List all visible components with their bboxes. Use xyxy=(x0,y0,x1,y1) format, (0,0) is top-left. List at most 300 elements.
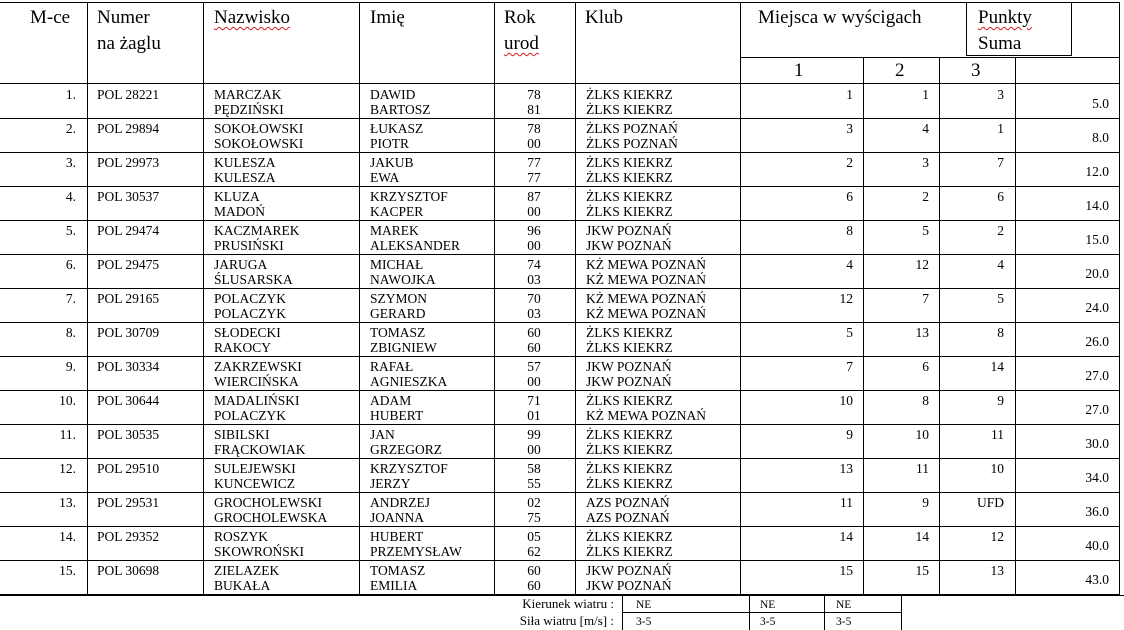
header-sail-number-line1: Numer xyxy=(97,7,150,28)
column-rule xyxy=(1015,526,1016,561)
row-race-1: 13 xyxy=(839,461,853,476)
row-first-name-2: GERARD xyxy=(370,306,426,321)
row-first-name-2: JERZY xyxy=(370,476,411,491)
column-rule xyxy=(1015,356,1016,391)
row-birth-year-2: 75 xyxy=(527,510,541,525)
footer-mid-rule xyxy=(622,612,902,613)
row-sail-number: POL 29475 xyxy=(97,257,160,272)
row-birth-year-2: 00 xyxy=(527,442,541,457)
row-sail-number: POL 30334 xyxy=(97,359,160,374)
row-surname-1: JARUGA xyxy=(214,257,268,272)
race-divider-3-points xyxy=(1015,57,1016,84)
column-rule xyxy=(575,492,576,527)
column-rule xyxy=(87,390,88,425)
column-rule xyxy=(359,424,360,459)
column-rule xyxy=(359,458,360,493)
column-rule xyxy=(494,152,495,187)
column-rule xyxy=(1015,152,1016,187)
row-first-name-1: TOMASZ xyxy=(370,563,426,578)
footer-divider-c xyxy=(824,595,825,630)
row-club-1: ŻLKS POZNAŃ xyxy=(586,121,678,136)
row-race-3: 3 xyxy=(997,87,1004,102)
row-rule xyxy=(0,220,1120,221)
column-rule xyxy=(863,254,864,289)
row-club-1: ŻLKS KIEKRZ xyxy=(586,87,673,102)
column-rule xyxy=(87,84,88,119)
table-row xyxy=(0,256,1124,290)
column-rule xyxy=(203,84,204,119)
column-rule xyxy=(87,152,88,187)
column-rule xyxy=(740,220,741,255)
row-surname-2: KULESZA xyxy=(214,170,276,185)
column-rule xyxy=(359,560,360,595)
column-rule xyxy=(203,322,204,357)
row-sail-number: POL 30698 xyxy=(97,563,160,578)
column-rule xyxy=(575,152,576,187)
column-rule xyxy=(87,356,88,391)
row-birth-year-1: 99 xyxy=(527,427,541,442)
column-rule xyxy=(1119,390,1120,425)
row-place: 2. xyxy=(65,121,76,136)
column-rule xyxy=(359,492,360,527)
row-surname-2: ŚLUSARSKA xyxy=(214,272,293,287)
header-birth-year-line1: Rok xyxy=(504,7,536,28)
row-surname-2: MADOŃ xyxy=(214,204,266,219)
row-rule xyxy=(0,118,1120,119)
column-rule xyxy=(359,220,360,255)
column-rule xyxy=(863,84,864,119)
row-rule xyxy=(0,390,1120,391)
row-first-name-1: RAFAŁ xyxy=(370,359,414,374)
row-first-name-1: MICHAŁ xyxy=(370,257,424,272)
row-place: 13. xyxy=(59,495,76,510)
row-surname-1: KACZMAREK xyxy=(214,223,300,238)
row-race-3: 12 xyxy=(990,529,1004,544)
row-club-2: ŻLKS KIEKRZ xyxy=(586,544,673,559)
column-rule xyxy=(575,186,576,221)
table-row xyxy=(0,392,1124,426)
row-race-1: 3 xyxy=(846,121,853,136)
header-bottom-rule xyxy=(0,83,1120,84)
column-rule xyxy=(863,152,864,187)
row-race-1: 11 xyxy=(840,495,853,510)
row-birth-year-1: 58 xyxy=(527,461,541,476)
wind-speed-race-1: 3-5 xyxy=(636,616,652,628)
row-race-2: 14 xyxy=(915,529,929,544)
row-race-3: 1 xyxy=(997,121,1004,136)
column-rule xyxy=(359,288,360,323)
row-race-1: 2 xyxy=(846,155,853,170)
row-birth-year-2: 00 xyxy=(527,204,541,219)
column-rule xyxy=(494,288,495,323)
column-rule xyxy=(1119,526,1120,561)
row-race-2: 8 xyxy=(922,393,929,408)
row-points-total: 40.0 xyxy=(1085,538,1109,553)
column-rule xyxy=(1119,288,1120,323)
row-surname-2: BUKAŁA xyxy=(214,578,271,593)
row-race-1: 5 xyxy=(846,325,853,340)
row-birth-year-2: 00 xyxy=(527,374,541,389)
row-race-3: 10 xyxy=(990,461,1004,476)
header-place: M-ce xyxy=(30,7,71,28)
row-birth-year-2: 03 xyxy=(527,306,541,321)
row-race-1: 8 xyxy=(846,223,853,238)
column-rule xyxy=(939,118,940,153)
column-rule xyxy=(1015,458,1016,493)
row-club-2: ŻLKS POZNAŃ xyxy=(586,136,678,151)
row-birth-year-1: 60 xyxy=(527,325,541,340)
row-surname-1: SULEJEWSKI xyxy=(214,461,296,476)
row-rule xyxy=(0,492,1120,493)
column-rule xyxy=(203,458,204,493)
row-birth-year-2: 00 xyxy=(527,136,541,151)
wind-direction-race-3: NE xyxy=(836,599,852,611)
column-rule xyxy=(203,526,204,561)
points-box-left xyxy=(966,2,967,56)
column-rule xyxy=(494,390,495,425)
row-sail-number: POL 28221 xyxy=(97,87,160,102)
races-subheader-rule xyxy=(740,57,1120,58)
row-points-total: 14.0 xyxy=(1085,198,1109,213)
row-birth-year-1: 78 xyxy=(527,121,541,136)
row-birth-year-1: 60 xyxy=(527,563,541,578)
row-first-name-1: JAN xyxy=(370,427,395,442)
column-rule xyxy=(494,458,495,493)
row-club-1: ŻLKS KIEKRZ xyxy=(586,325,673,340)
row-birth-year-1: 57 xyxy=(527,359,541,374)
column-rule xyxy=(203,390,204,425)
row-points-total: 30.0 xyxy=(1085,436,1109,451)
row-club-1: JKW POZNAŃ xyxy=(586,223,672,238)
row-club-1: ŻLKS KIEKRZ xyxy=(586,393,673,408)
row-birth-year-2: 55 xyxy=(527,476,541,491)
column-rule xyxy=(87,492,88,527)
column-rule xyxy=(939,288,940,323)
row-surname-2: PĘDZIŃSKI xyxy=(214,102,284,117)
row-first-name-2: BARTOSZ xyxy=(370,102,431,117)
row-points-total: 5.0 xyxy=(1092,96,1109,111)
column-rule xyxy=(494,220,495,255)
column-rule xyxy=(494,560,495,595)
column-rule xyxy=(87,322,88,357)
column-rule xyxy=(1015,254,1016,289)
row-sail-number: POL 29531 xyxy=(97,495,160,510)
row-race-2: 13 xyxy=(915,325,929,340)
race-divider-1-2 xyxy=(863,57,864,84)
column-rule xyxy=(203,356,204,391)
header-first-name: Imię xyxy=(370,7,405,28)
row-race-1: 1 xyxy=(846,87,853,102)
header-sail-number xyxy=(97,5,161,57)
column-rule xyxy=(740,288,741,323)
row-sail-number: POL 29165 xyxy=(97,291,160,306)
row-race-2: 7 xyxy=(922,291,929,306)
column-rule xyxy=(494,492,495,527)
row-place: 12. xyxy=(59,461,76,476)
row-first-name-2: GRZEGORZ xyxy=(370,442,442,457)
row-club-1: ŻLKS KIEKRZ xyxy=(586,427,673,442)
column-rule xyxy=(740,560,741,595)
column-rule xyxy=(575,390,576,425)
row-race-2: 15 xyxy=(915,563,929,578)
column-rule xyxy=(203,220,204,255)
column-rule xyxy=(1119,118,1120,153)
points-box-bottom xyxy=(966,55,1072,56)
row-club-1: AZS POZNAŃ xyxy=(586,495,670,510)
row-surname-2: WIERCIŃSKA xyxy=(214,374,299,389)
col-divider-sail xyxy=(87,2,88,84)
race-divider-2-3 xyxy=(939,57,940,84)
row-place: 3. xyxy=(65,155,76,170)
row-club-2: ŻLKS KIEKRZ xyxy=(586,476,673,491)
row-surname-1: ROSZYK xyxy=(214,529,269,544)
column-rule xyxy=(1119,152,1120,187)
row-first-name-2: AGNIESZKA xyxy=(370,374,448,389)
row-birth-year-2: 60 xyxy=(527,340,541,355)
row-race-2: 11 xyxy=(916,461,929,476)
row-race-3: 9 xyxy=(997,393,1004,408)
row-club-1: ŻLKS KIEKRZ xyxy=(586,461,673,476)
column-rule xyxy=(87,526,88,561)
row-points-total: 12.0 xyxy=(1085,164,1109,179)
header-points-line2: Suma xyxy=(978,33,1022,54)
column-rule xyxy=(863,186,864,221)
column-rule xyxy=(87,288,88,323)
row-place: 14. xyxy=(59,529,76,544)
row-surname-1: KULESZA xyxy=(214,155,276,170)
row-club-2: ŻLKS KIEKRZ xyxy=(586,442,673,457)
row-club-1: ŻLKS KIEKRZ xyxy=(586,189,673,204)
row-place: 9. xyxy=(65,359,76,374)
row-race-1: 4 xyxy=(846,257,853,272)
column-rule xyxy=(1015,492,1016,527)
row-club-2: AZS POZNAŃ xyxy=(586,510,670,525)
row-first-name-2: EMILIA xyxy=(370,578,418,593)
row-surname-1: ZAKRZEWSKI xyxy=(214,359,302,374)
wind-speed-race-2: 3-5 xyxy=(760,616,776,628)
table-row xyxy=(0,222,1124,256)
row-surname-2: GROCHOLEWSKA xyxy=(214,510,328,525)
column-rule xyxy=(939,186,940,221)
table-row xyxy=(0,324,1124,358)
row-first-name-1: DAWID xyxy=(370,87,416,102)
row-place: 7. xyxy=(65,291,76,306)
column-rule xyxy=(203,424,204,459)
row-surname-1: SŁODECKI xyxy=(214,325,281,340)
column-rule xyxy=(359,322,360,357)
column-rule xyxy=(575,526,576,561)
column-rule xyxy=(1119,560,1120,595)
row-surname-2: RAKOCY xyxy=(214,340,272,355)
wind-direction-race-2: NE xyxy=(760,599,776,611)
row-club-1: ŻLKS KIEKRZ xyxy=(586,155,673,170)
column-rule xyxy=(87,458,88,493)
row-rule xyxy=(0,152,1120,153)
column-rule xyxy=(1015,118,1016,153)
column-rule xyxy=(359,152,360,187)
wind-speed-race-3: 3-5 xyxy=(836,616,852,628)
row-place: 6. xyxy=(65,257,76,272)
column-rule xyxy=(1015,186,1016,221)
column-rule xyxy=(1119,458,1120,493)
column-rule xyxy=(740,390,741,425)
row-sail-number: POL 29510 xyxy=(97,461,160,476)
row-birth-year-1: 05 xyxy=(527,529,541,544)
column-rule xyxy=(863,458,864,493)
row-first-name-2: NAWOJKA xyxy=(370,272,436,287)
table-row xyxy=(0,426,1124,460)
row-race-3: 13 xyxy=(990,563,1004,578)
column-rule xyxy=(939,560,940,595)
column-rule xyxy=(939,152,940,187)
row-race-2: 3 xyxy=(922,155,929,170)
column-rule xyxy=(1119,254,1120,289)
row-first-name-1: KRZYSZTOF xyxy=(370,461,448,476)
row-sail-number: POL 30535 xyxy=(97,427,160,442)
row-surname-2: POLACZYK xyxy=(214,306,287,321)
column-rule xyxy=(494,118,495,153)
row-race-3: 7 xyxy=(997,155,1004,170)
row-race-1: 9 xyxy=(846,427,853,442)
row-race-2: 5 xyxy=(922,223,929,238)
row-first-name-2: PRZEMYSŁAW xyxy=(370,544,462,559)
header-top-rule xyxy=(0,2,1120,3)
row-rule xyxy=(0,288,1120,289)
column-rule xyxy=(1119,492,1120,527)
footer-divider-a xyxy=(622,595,623,630)
column-rule xyxy=(494,84,495,119)
row-first-name-1: JAKUB xyxy=(370,155,414,170)
column-rule xyxy=(575,84,576,119)
row-surname-2: KUNCEWICZ xyxy=(214,476,295,491)
column-rule xyxy=(575,288,576,323)
row-club-2: JKW POZNAŃ xyxy=(586,238,672,253)
row-club-2: KŻ MEWA POZNAŃ xyxy=(586,408,706,423)
row-club-1: KŻ MEWA POZNAŃ xyxy=(586,291,706,306)
column-rule xyxy=(939,492,940,527)
row-first-name-1: HUBERT xyxy=(370,529,424,544)
row-first-name-1: KRZYSZTOF xyxy=(370,189,448,204)
table-row xyxy=(0,528,1124,562)
row-sail-number: POL 29352 xyxy=(97,529,160,544)
row-race-3: 2 xyxy=(997,223,1004,238)
col-divider-year xyxy=(494,2,495,84)
row-birth-year-1: 71 xyxy=(527,393,541,408)
column-rule xyxy=(494,526,495,561)
column-rule xyxy=(359,526,360,561)
row-club-1: JKW POZNAŃ xyxy=(586,359,672,374)
row-birth-year-1: 78 xyxy=(527,87,541,102)
column-rule xyxy=(740,424,741,459)
table-row xyxy=(0,188,1124,222)
column-rule xyxy=(1119,424,1120,459)
column-rule xyxy=(494,186,495,221)
row-rule xyxy=(0,322,1120,323)
row-race-3: UFD xyxy=(976,495,1004,510)
row-club-2: KŻ MEWA POZNAŃ xyxy=(586,272,706,287)
table-row xyxy=(0,86,1124,120)
column-rule xyxy=(863,220,864,255)
table-row xyxy=(0,154,1124,188)
row-place: 4. xyxy=(65,189,76,204)
column-rule xyxy=(863,356,864,391)
wind-direction-label: Kierunek wiatru : xyxy=(522,596,614,611)
row-points-total: 8.0 xyxy=(1092,130,1109,145)
row-birth-year-1: 87 xyxy=(527,189,541,204)
row-race-2: 9 xyxy=(922,495,929,510)
row-race-1: 6 xyxy=(846,189,853,204)
column-rule xyxy=(863,322,864,357)
row-points-total: 24.0 xyxy=(1085,300,1109,315)
row-race-1: 7 xyxy=(846,359,853,374)
column-rule xyxy=(863,492,864,527)
row-birth-year-1: 96 xyxy=(527,223,541,238)
row-first-name-2: EWA xyxy=(370,170,400,185)
row-rule xyxy=(0,356,1120,357)
row-sail-number: POL 30709 xyxy=(97,325,160,340)
column-rule xyxy=(575,220,576,255)
header-points xyxy=(978,5,1032,57)
column-rule xyxy=(939,322,940,357)
column-rule xyxy=(87,424,88,459)
column-rule xyxy=(1119,220,1120,255)
footer-divider-d xyxy=(901,595,902,630)
column-rule xyxy=(359,390,360,425)
row-first-name-2: ZBIGNIEW xyxy=(370,340,437,355)
table-row xyxy=(0,494,1124,528)
column-rule xyxy=(863,288,864,323)
column-rule xyxy=(1015,424,1016,459)
row-birth-year-2: 03 xyxy=(527,272,541,287)
row-place: 15. xyxy=(59,563,76,578)
header-race-3: 3 xyxy=(971,60,981,81)
row-race-3: 11 xyxy=(991,427,1004,442)
table-row xyxy=(0,562,1124,596)
row-first-name-1: ŁUKASZ xyxy=(370,121,424,136)
column-rule xyxy=(575,322,576,357)
column-rule xyxy=(575,458,576,493)
header-race-2: 2 xyxy=(895,60,905,81)
row-birth-year-1: 02 xyxy=(527,495,541,510)
row-race-3: 8 xyxy=(997,325,1004,340)
column-rule xyxy=(575,254,576,289)
row-race-1: 15 xyxy=(839,563,853,578)
column-rule xyxy=(575,560,576,595)
row-club-2: ŻLKS KIEKRZ xyxy=(586,204,673,219)
table-row xyxy=(0,460,1124,494)
column-rule xyxy=(1119,356,1120,391)
row-surname-1: MADALIŃSKI xyxy=(214,393,300,408)
column-rule xyxy=(203,492,204,527)
column-rule xyxy=(1015,220,1016,255)
row-place: 10. xyxy=(59,393,76,408)
row-rule xyxy=(0,560,1120,561)
col-divider-club xyxy=(575,2,576,84)
row-race-2: 10 xyxy=(915,427,929,442)
header-surname: Nazwisko xyxy=(214,7,290,28)
header-birth-year-line2: urod xyxy=(504,33,539,54)
row-club-2: JKW POZNAŃ xyxy=(586,578,672,593)
row-rule xyxy=(0,254,1120,255)
col-divider-name xyxy=(359,2,360,84)
column-rule xyxy=(203,288,204,323)
row-birth-year-1: 74 xyxy=(527,257,541,272)
column-rule xyxy=(740,186,741,221)
row-points-total: 26.0 xyxy=(1085,334,1109,349)
column-rule xyxy=(939,356,940,391)
col-divider-races xyxy=(740,2,741,84)
column-rule xyxy=(203,186,204,221)
